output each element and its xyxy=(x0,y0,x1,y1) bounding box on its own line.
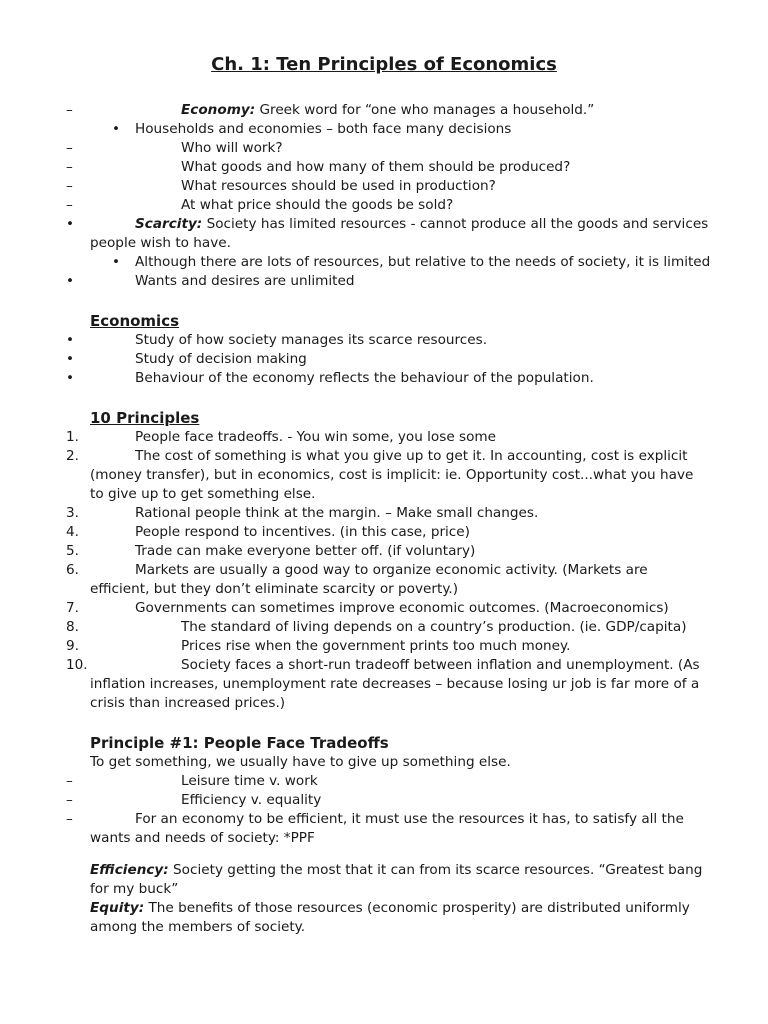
principle-number: 6. xyxy=(66,562,79,578)
dash-marker: – xyxy=(66,197,73,213)
principle-text: crisis than increased prices.) xyxy=(90,695,286,711)
dash-marker: – xyxy=(66,102,73,118)
principle1-item: For an economy to be efficient, it must use the resources it has, to satisfy all the xyxy=(135,811,684,827)
scarcity-definition xyxy=(135,215,708,234)
page-title: Ch. 1: Ten Principles of Economics xyxy=(211,54,557,75)
bullet-marker: • xyxy=(112,254,121,270)
equity-line1: The benefits of those resources (economic prosperity) are distributed uniformly xyxy=(144,900,690,916)
dash-marker: – xyxy=(66,159,73,175)
efficiency-definition xyxy=(90,861,702,880)
principle-text: The cost of something is what you give up to get it. In accounting, cost is explicit xyxy=(135,448,688,464)
scarcity-line2: people wish to have. xyxy=(90,235,231,251)
principle-number: 8. xyxy=(66,619,79,635)
principle-text: People respond to incentives. (in this case, price) xyxy=(135,524,470,540)
economy-question: What goods and how many of them should be produced? xyxy=(181,159,571,175)
dash-marker: – xyxy=(66,178,73,194)
bullet-marker: • xyxy=(66,216,75,232)
scarcity-line1: Society has limited resources - cannot produce all the goods and services xyxy=(202,216,709,232)
bullet-marker: • xyxy=(66,351,75,367)
dash-marker: – xyxy=(66,140,73,156)
principle-text: People face tradeoffs. - You win some, you lose some xyxy=(135,429,497,445)
bullet-marker: • xyxy=(66,370,75,386)
principle-text: Trade can make everyone better off. (if voluntary) xyxy=(135,543,476,559)
principle1-item: Efficiency v. equality xyxy=(181,792,322,808)
bullet-marker: • xyxy=(112,121,121,137)
equity-definition xyxy=(90,899,690,918)
principle1-item: Leisure time v. work xyxy=(181,773,318,789)
efficiency-line2: for my buck” xyxy=(90,881,179,897)
economics-bullet: Study of decision making xyxy=(135,351,307,367)
principle-number: 10. xyxy=(66,657,88,673)
equity-term: Equity: xyxy=(90,900,145,916)
dash-marker: – xyxy=(66,811,73,827)
principle-number: 3. xyxy=(66,505,79,521)
efficiency-line1: Society getting the most that it can from its scarce resources. “Greatest bang xyxy=(168,862,703,878)
principle-text: inflation increases, unemployment rate decreases – because losing ur job is far more of a xyxy=(90,676,700,692)
economy-term: Economy: xyxy=(181,102,256,118)
principle-text: Society faces a short-run tradeoff between inflation and unemployment. (As xyxy=(181,657,700,673)
principle-text: Prices rise when the government prints too much money. xyxy=(181,638,571,654)
principle-text: Rational people think at the margin. – Make small changes. xyxy=(135,505,539,521)
principle-text: The standard of living depends on a country’s production. (ie. GDP/capita) xyxy=(181,619,687,635)
economics-bullet: Behaviour of the economy reflects the behaviour of the population. xyxy=(135,370,594,386)
principle1-item-cont: wants and needs of society: *PPF xyxy=(90,830,315,846)
equity-line2: among the members of society. xyxy=(90,919,306,935)
principle-text: Governments can sometimes improve economic outcomes. (Macroeconomics) xyxy=(135,600,669,616)
bullet-marker: • xyxy=(66,332,75,348)
principles-heading: 10 Principles xyxy=(90,409,200,427)
principle-number: 1. xyxy=(66,429,79,445)
principle-text: efficient, but they don’t eliminate scarcity or poverty.) xyxy=(90,581,459,597)
scarcity-sub-bullet: Although there are lots of resources, but relative to the needs of society, it is limited xyxy=(135,254,711,270)
economy-question: Who will work? xyxy=(181,140,283,156)
bullet-marker: • xyxy=(66,273,75,289)
principle-number: 4. xyxy=(66,524,79,540)
scarcity-wants: Wants and desires are unlimited xyxy=(135,273,355,289)
dash-marker: – xyxy=(66,773,73,789)
principle-number: 2. xyxy=(66,448,79,464)
principle-text: (money transfer), but in economics, cost is implicit: ie. Opportunity cost...what you have xyxy=(90,467,694,483)
principle-number: 9. xyxy=(66,638,79,654)
principle1-intro: To get something, we usually have to give up something else. xyxy=(90,754,511,770)
principle-number: 5. xyxy=(66,543,79,559)
economy-question: At what price should the goods be sold? xyxy=(181,197,454,213)
economy-question: What resources should be used in production? xyxy=(181,178,496,194)
economy-definition-text: Greek word for “one who manages a household.” xyxy=(255,102,595,118)
dash-marker: – xyxy=(66,792,73,808)
efficiency-term: Efficiency: xyxy=(90,862,169,878)
economy-definition xyxy=(181,101,594,120)
principle1-heading: Principle #1: People Face Tradeoffs xyxy=(90,734,389,752)
economy-sub-bullet: Households and economies – both face many decisions xyxy=(135,121,512,137)
principle-number: 7. xyxy=(66,600,79,616)
principle-text: to give up to get something else. xyxy=(90,486,316,502)
scarcity-term: Scarcity: xyxy=(135,216,203,232)
economics-heading: Economics xyxy=(90,312,180,330)
economics-bullet: Study of how society manages its scarce resources. xyxy=(135,332,488,348)
principle-text: Markets are usually a good way to organize economic activity. (Markets are xyxy=(135,562,648,578)
